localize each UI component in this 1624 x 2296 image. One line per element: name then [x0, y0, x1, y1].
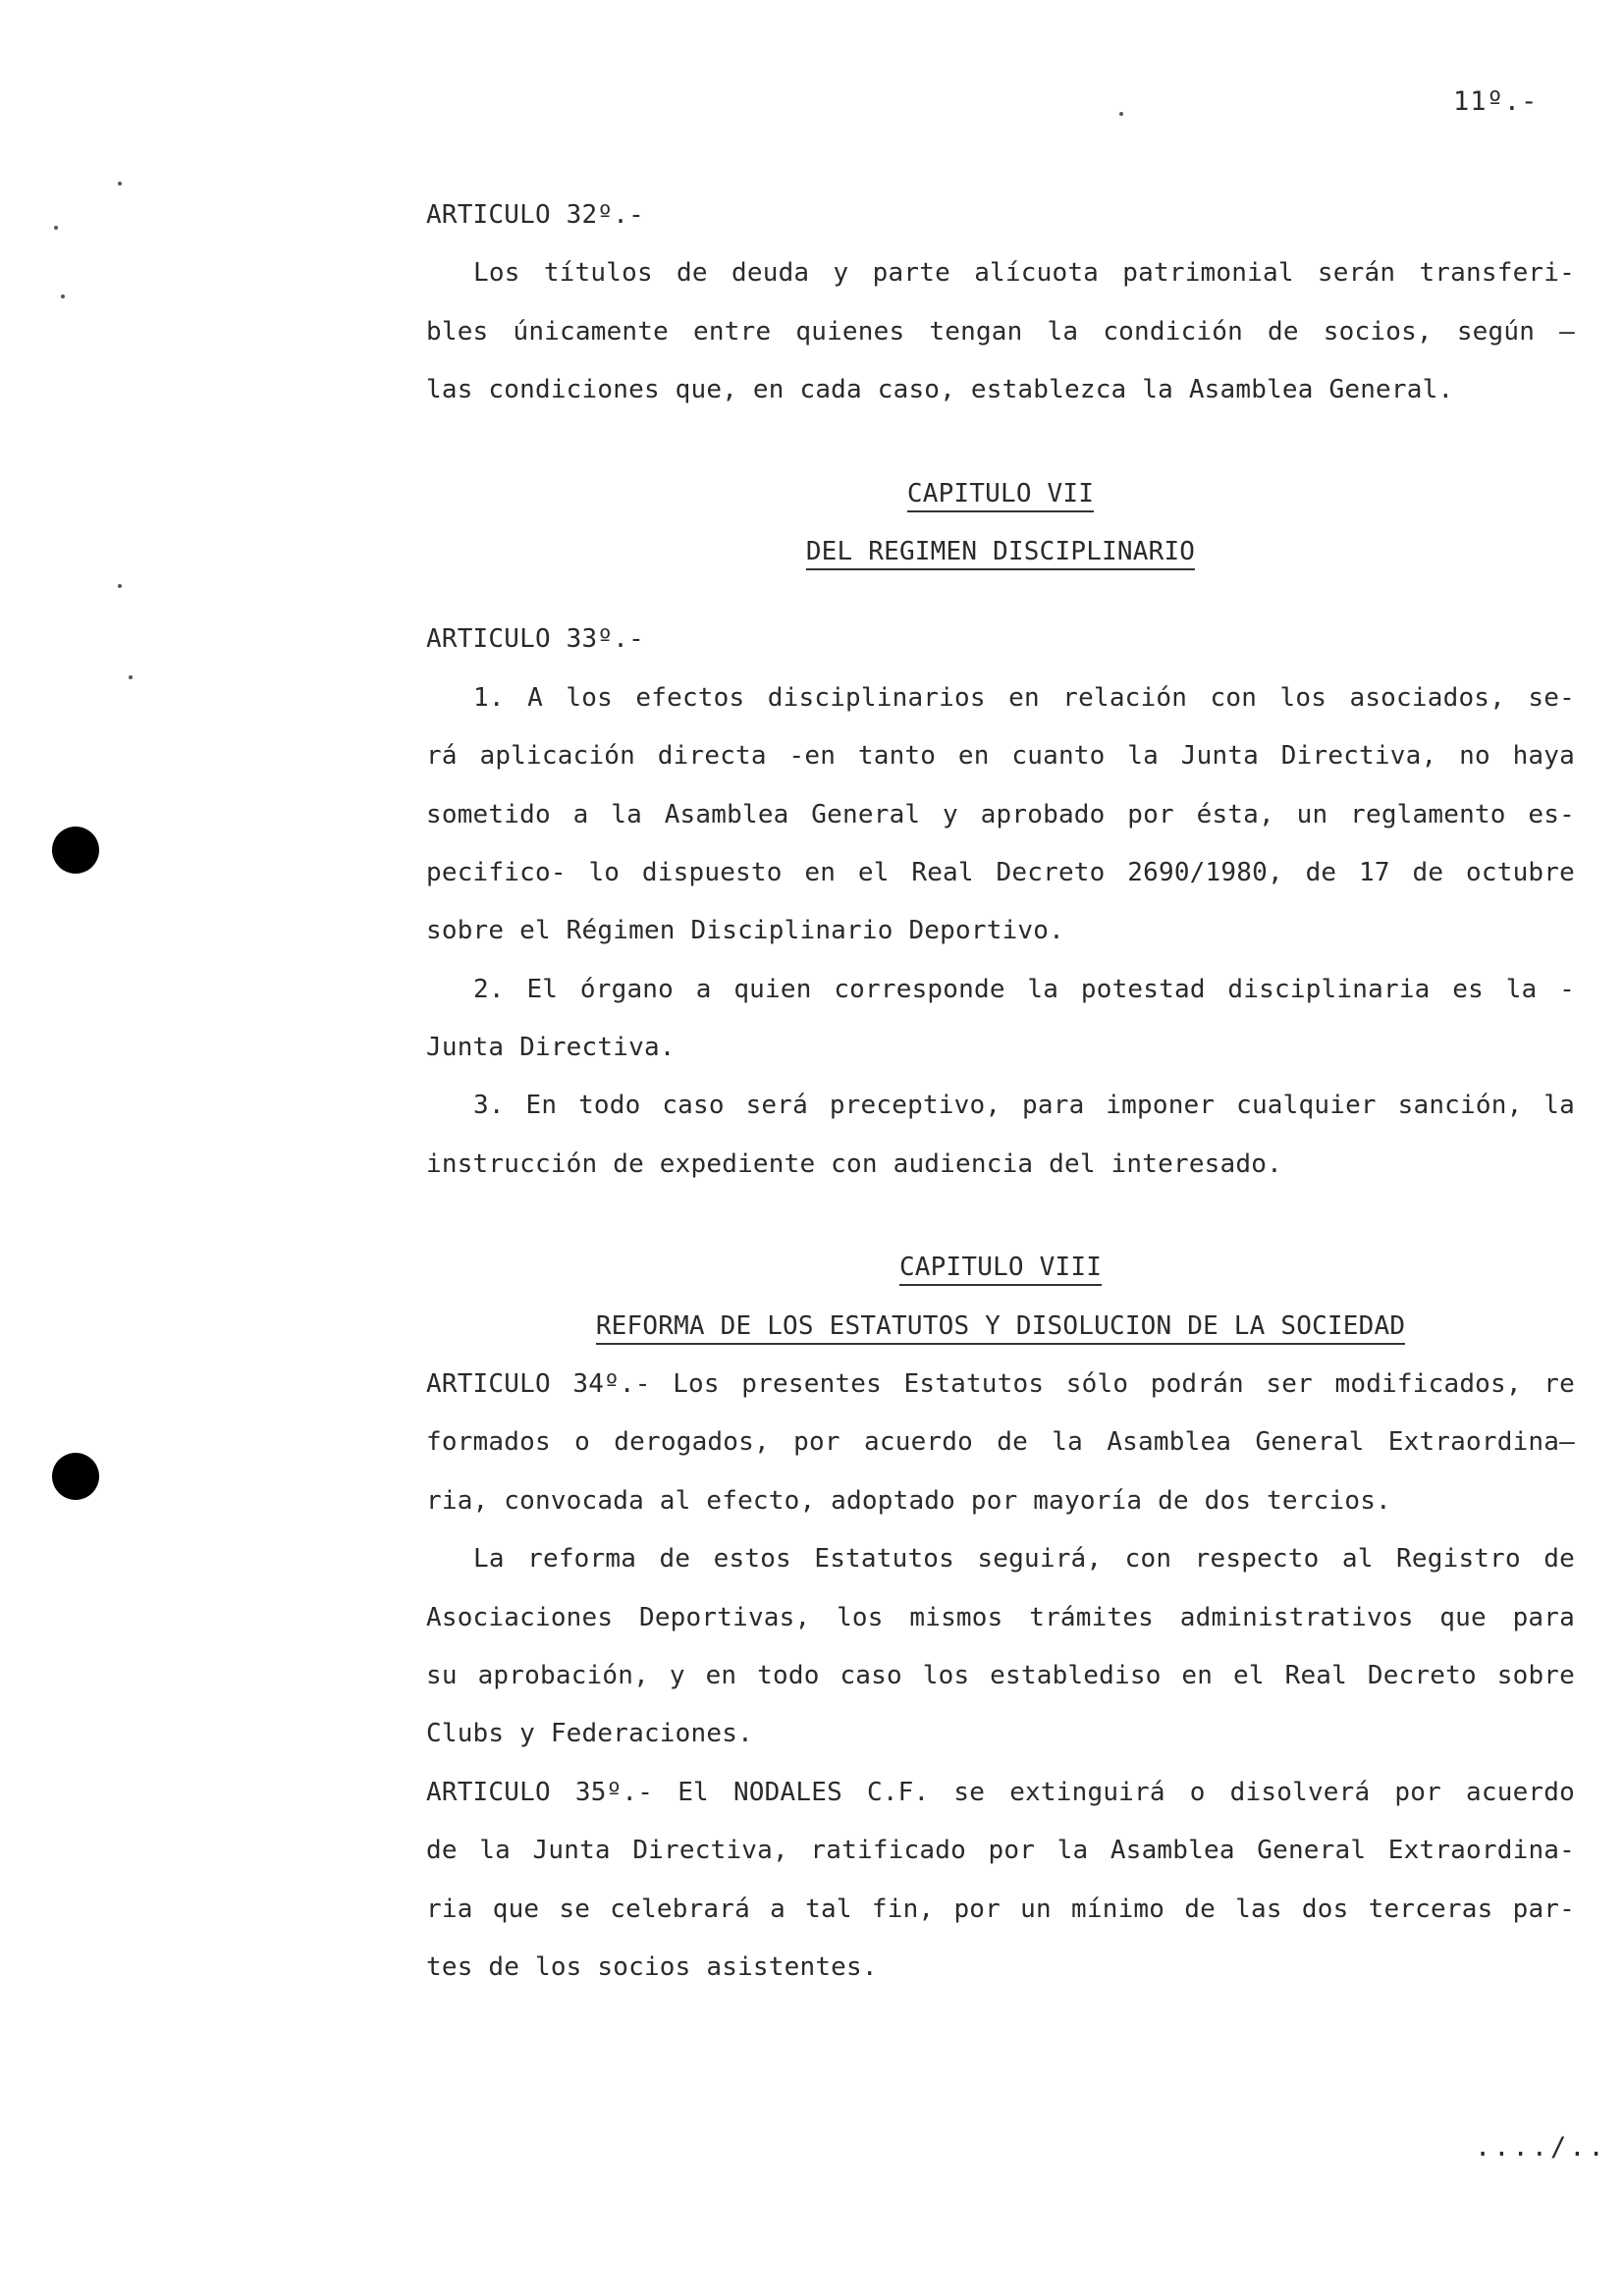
article-33	[426, 611, 1575, 1194]
scan-speck	[1119, 112, 1123, 116]
article-heading: ARTICULO 33º.-	[426, 624, 644, 655]
chapter-subtitle	[426, 1298, 1575, 1356]
article-34	[426, 1356, 1575, 1764]
text-line: su aprobación, y en todo caso los establediso en el Real Decreto sobre	[426, 1660, 1575, 1690]
text-line: 1. A los efectos disciplinarios en relación con los asociados, se-	[473, 682, 1575, 713]
text-line: las condiciones que, en cada caso, establezca la Asamblea General.	[426, 375, 1454, 405]
text-line: ria que se celebrará a tal fin, por un mínimo de las dos terceras par-	[426, 1894, 1575, 1924]
punch-hole-top	[52, 827, 99, 874]
text-line: ria, convocada al efecto, adoptado por mayoría de dos tercios.	[426, 1485, 1391, 1516]
scan-speck	[129, 675, 133, 679]
spacer	[426, 1194, 1575, 1239]
text-line: bles únicamente entre quienes tengan la condición de socios, según —	[426, 316, 1575, 347]
text-line: pecifico- lo dispuesto en el Real Decreto 2690/1980, de 17 de octubre	[426, 857, 1575, 887]
text-line: sometido a la Asamblea General y aprobado por ésta, un reglamento es-	[426, 799, 1575, 829]
spacer	[426, 420, 1575, 465]
chapter-title	[426, 465, 1575, 523]
text-line: Los títulos de deuda y parte alícuota patrimonial serán transferi-	[473, 258, 1575, 289]
text-line: tes de los socios asistentes.	[426, 1951, 878, 1982]
text-line: instrucción de expediente con audiencia del interesado.	[426, 1148, 1282, 1179]
continuation-mark: ..../..	[1475, 2132, 1607, 2163]
text-line: Junta Directiva.	[426, 1033, 676, 1063]
scan-speck	[118, 584, 122, 588]
text-line: 3. En todo caso será preceptivo, para imponer cualquier sanción, la	[473, 1091, 1575, 1121]
text-line: ARTICULO 35º.- El NODALES C.F. se extinguirá o disolverá por acuerdo	[426, 1777, 1575, 1807]
text-line: rá aplicación directa -en tanto en cuanto la Junta Directiva, no haya	[426, 741, 1575, 772]
article-35	[426, 1764, 1575, 1998]
text-line: La reforma de estos Estatutos seguirá, con respecto al Registro de	[473, 1544, 1575, 1575]
chapter-7-heading	[426, 465, 1575, 582]
article-32	[426, 187, 1575, 420]
chapter-title-text: CAPITULO VII	[907, 479, 1094, 512]
page-number: 11º.-	[1453, 86, 1539, 117]
text-line: Asociaciones Deportivas, los mismos trámites administrativos que para	[426, 1602, 1575, 1632]
scan-speck	[61, 294, 65, 298]
text-line: formados o derogados, por acuerdo de la Asamblea General Extraordina—	[426, 1427, 1575, 1458]
chapter-title	[426, 1239, 1575, 1297]
spacer	[426, 581, 1575, 611]
scan-speck	[118, 182, 122, 186]
chapter-subtitle-text: REFORMA DE LOS ESTATUTOS Y DISOLUCION DE LA SOCIEDAD	[596, 1311, 1405, 1345]
text-line: sobre el Régimen Disciplinario Deportivo.	[426, 916, 1064, 946]
text-line: ARTICULO 34º.- Los presentes Estatutos sólo podrán ser modificados, re	[426, 1369, 1575, 1400]
chapter-8-heading	[426, 1239, 1575, 1356]
text-line: de la Junta Directiva, ratificado por la Asamblea General Extraordina-	[426, 1836, 1575, 1866]
scan-speck	[54, 226, 58, 230]
punch-hole-bottom	[52, 1453, 99, 1500]
chapter-subtitle-text: DEL REGIMEN DISCIPLINARIO	[806, 537, 1195, 570]
text-line: Clubs y Federaciones.	[426, 1719, 753, 1749]
chapter-subtitle	[426, 523, 1575, 581]
chapter-title-text: CAPITULO VIII	[899, 1253, 1102, 1286]
text-line: 2. El órgano a quien corresponde la potestad disciplinaria es la -	[473, 974, 1575, 1004]
document-body	[426, 187, 1575, 1997]
article-heading: ARTICULO 32º.-	[426, 200, 644, 230]
